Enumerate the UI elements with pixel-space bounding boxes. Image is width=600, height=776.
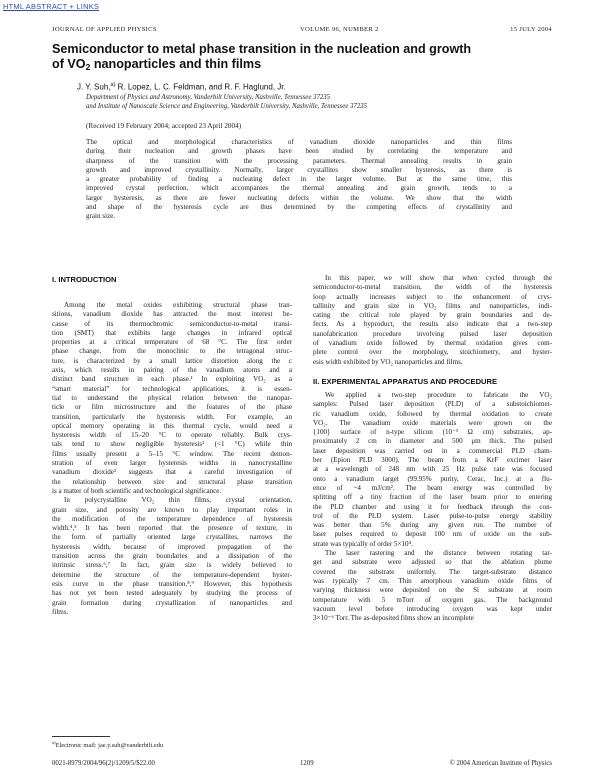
abstract-line: sharpness of the transition with the processing parameters. Thermal annealing results in grain <box>86 156 512 165</box>
paragraph-line: Among the metal oxides exhibiting structural phase tran- <box>64 301 292 309</box>
paragraph-line: intrinsic stress.⁶,⁷ In fact, grain size is widely believed to <box>52 561 292 570</box>
footnote-email[interactable]: Electronic mail: jae.y.suh@vanderbilt.edu <box>55 742 164 750</box>
paragraph-line: transition, particularly the hysteresis width. For example, an <box>52 412 292 421</box>
paragraph-line: covered the substrate uniformly. The target-substrate distance <box>313 567 552 576</box>
received-dates: (Received 19 February 2004; accepted 23 April 2004) <box>86 122 242 130</box>
paragraph-line: distinct band structure in each phase.¹ In exploiting VO₂ as a <box>52 375 292 384</box>
paragraph-line: the relationship between size and structural phase transition <box>52 477 292 486</box>
paragraph-line: ric vanadium oxide, followed by thermal oxidation to create <box>313 409 552 418</box>
paragraph-line: esis curve in the phase transition.⁸,⁹ However, this hypothesis <box>52 579 292 588</box>
paragraph-line: phase change, from the monoclinic to the tetragonal struc- <box>52 347 292 356</box>
abstract-line: larger hysteresis, as there are fewer nucleating defects within the volume. We show that the width <box>86 193 512 202</box>
paragraph-line: films usually present a 5–15 °C window. The recent demon- <box>52 449 292 458</box>
paragraph-line: strate was typically of order 5×10⁴. <box>313 539 413 548</box>
author-list: J. Y. Suh,$^{a)}$ R. Lopez, L. C. Feldman, and R. F. Haglund, Jr. <box>77 82 286 92</box>
paragraph-line: sitions, vanadium dioxide has attracted the most interest be- <box>52 310 292 319</box>
footnote: $^{a)}$Electronic mail: jae.y.suh@vanderbilt.edu <box>52 740 164 750</box>
right-column <box>313 274 552 623</box>
paragraph-line: is a matter of both scientific and technological significance. <box>52 486 222 495</box>
paragraph-line: was better than 5% during any given run. The number of <box>313 521 552 530</box>
affiliation <box>86 94 367 112</box>
paragraph-line: onto a vanadium target (99.95% purity, Cerac, Inc.) at a flu- <box>313 474 552 483</box>
paragraph-line: films. <box>52 607 69 616</box>
abstract-line: growth and improved crystallinity. Normally, larger crystallites show smaller hysteresis, as there is <box>86 165 512 174</box>
paragraph-line: loop actually increases subject to the enhancement of crys- <box>313 292 552 301</box>
paragraph-line: determine the structure of the temperature-dependent hyster- <box>52 570 292 579</box>
paragraph-line: We applied a two-step procedure to fabricate the VO₂ <box>325 390 552 399</box>
html-abstract-links[interactable]: HTML ABSTRACT + LINKS <box>3 2 100 11</box>
paragraph-line: optical memory operating in this thermal cycle, would need a <box>52 421 292 430</box>
paragraph-line: tallinity and grain size in VO₂ films and nanoparticles, indi- <box>313 301 552 310</box>
volume-number: VOLUME 96, NUMBER 2 <box>300 26 379 33</box>
affiliation-line: and Institute of Nanoscale Science and Engineering, Vanderbilt University, Nashville, Tennessee 37235 <box>86 102 368 110</box>
paragraph-line: width.⁴,⁵ It has been reported that the presence of texture, in <box>52 524 292 533</box>
paragraph-line: {100} surface of n-type silicon (10⁻³ Ω cm) substrates, ap- <box>313 428 552 437</box>
paragraph-line: the PLD chamber and using it for feedback through the con- <box>313 502 552 511</box>
paragraph-line: hysteresis width, because of improved propagation of the <box>52 542 292 551</box>
paragraph-line: varying thickness were deposited on the Si substrate at room <box>313 586 552 595</box>
experimental-text <box>313 391 552 623</box>
paragraph-line: stration of even larger hysteresis widths in nanocrystalline <box>52 459 292 468</box>
paragraph-line: laser deposition was carried out in a commercial PLD cham- <box>313 446 552 455</box>
abstract-line: grain size. <box>86 212 116 221</box>
article-title <box>52 42 562 75</box>
paragraph-line: get and substrate were adjusted so that the ablation plume <box>313 558 552 567</box>
left-column <box>52 274 292 617</box>
title-line-1: Semiconductor to metal phase transition in the nucleation and growth <box>52 42 472 56</box>
paragraph-line: ber (Epion PLD 3000). The beam from a KrF excimer laser <box>313 456 552 465</box>
paragraph-line: tals tend to show negligible hysteresis² (<1 °C) while thin <box>52 440 292 449</box>
paragraph-line: ticle or film microstructure and the features of the phase <box>52 403 292 412</box>
footnote-mark: a) <box>110 82 116 88</box>
abstract-line: during their nucleation and growth phases have been studied by correlating the temperature and <box>86 147 512 156</box>
paragraph-line: of vanadium oxide followed by thermal oxidation gives com- <box>313 339 552 348</box>
paragraph-line: cause of its thermochromic semiconductor-to-metal transi- <box>52 319 292 328</box>
paragraph-line: splitting off a tiny fraction of the laser beam prior to entering <box>313 493 552 502</box>
issue-date: 15 JULY 2004 <box>510 26 552 33</box>
paragraph-line: laser pulses required to deposit 100 nm of oxide on the sub- <box>313 530 552 539</box>
paragraph-line: tial to understand the physical relation between the nanopar- <box>52 393 292 402</box>
paragraph-line: In polycrystalline VO₂ thin films, crystal orientation, <box>64 496 292 505</box>
paragraph-line: grain formation during crystallization of nanoparticles and <box>52 598 292 607</box>
paragraph-line: samples: Pulsed laser deposition (PLD) of a substoichiomet- <box>313 400 552 409</box>
paragraph-line: the modification of the temperature dependence of hysteresis <box>52 514 292 523</box>
paragraph-line: nanofabrication procedure involving pulsed laser deposition <box>313 329 552 338</box>
copyright: © 2004 American Institute of Physics <box>449 760 552 767</box>
paragraph-line: ence of ~4 mJ/cm². The beam energy was controlled by <box>313 483 552 492</box>
page-number: 1209 <box>300 760 314 767</box>
paragraph-line: grain size, and porosity are known to play important roles in <box>52 505 292 514</box>
paragraph-line: “smart material” for technological applications, it is essen- <box>52 384 292 393</box>
abstract-line: improved crystal perfection, which accompanies the thermal annealing and grain growth, tends to a <box>86 184 512 193</box>
paragraph-line: axis, which results in pairing of the vanadium atoms and a <box>52 366 292 375</box>
paragraph-line: vacuum level before introducing oxygen was kept under <box>313 604 552 613</box>
paragraph-line: In this paper, we will show that when cycled through the <box>325 274 552 282</box>
paragraph-line: the form of partially oriented large crystallites, narrows the <box>52 533 292 542</box>
abstract-line: a greater probability of finding a nucleating defect in the larger volume. But at the same time, this <box>86 175 512 184</box>
paragraph-line: transition across the grain boundaries and a dissipation of the <box>52 552 292 561</box>
paragraph-line: trol of the PLD system. Laser pulse-to-pulse energy stability <box>313 511 552 520</box>
paragraph-line: hysteresis width of 15–20 °C to operate reliably. Bulk crys- <box>52 431 292 440</box>
paragraph-line: esis width exhibited by VO₂ nanoparticles and films. <box>313 357 463 366</box>
paragraph-line: The laser rastering and the distance between rotating tar- <box>325 549 552 558</box>
paragraph-line: plete control over the morphology, stoichiometry, and hyster- <box>313 348 552 357</box>
article-code: 0021-8979/2004/96(2)/1209/5/$22.00 <box>52 760 155 767</box>
abstract <box>86 138 512 222</box>
paragraph-line: VO₂. The vanadium oxide materials were grown on the <box>313 418 552 427</box>
section-heading-experimental: II. EXPERIMENTAL APPARATUS AND PROCEDURE <box>313 376 498 386</box>
paragraph-line: temperature with 5 mTorr of oxygen gas. The background <box>313 595 552 604</box>
abstract-line: The optical and morphological characteristics of vanadium dioxide nanoparticles and thin films <box>86 138 512 146</box>
paragraph-line: ture, is characterized by a small lattice distortion along the c <box>52 356 292 365</box>
section-heading-introduction: I. INTRODUCTION <box>52 275 117 284</box>
journal-name: JOURNAL OF APPLIED PHYSICS <box>52 26 157 33</box>
introduction-continued-text <box>313 274 552 367</box>
paragraph-line: cating the critical role played by grain boundaries and de- <box>313 311 552 320</box>
paragraph-line: semiconductor-to-metal transition, the width of the hysteresis <box>313 283 552 292</box>
paragraph-line: 3×10⁻⁶ Torr. The as-deposited films show an incomplete <box>313 614 474 623</box>
paragraph-line: was typically 7 cm. Thin amorphous vanadium oxide films of <box>313 576 552 585</box>
paragraph-line: proximately 2 cm in diameter and 500 μm thick. The pulsed <box>313 437 552 446</box>
abstract-line: and shape of the hysteresis cycle are thus determined by the competing effects of crystallinity and <box>86 203 512 212</box>
introduction-text <box>52 301 292 617</box>
paragraph-line: has not yet been tested adequately by studying the process of <box>52 589 292 598</box>
paragraph-line: properties at a critical temperature of 68 °C. The first order <box>52 338 292 347</box>
paragraph-line: vanadium dioxide³ suggests that a careful investigation of <box>52 468 292 477</box>
paragraph-line: tion (SMT) that exhibits large changes in infrared optical <box>52 328 292 337</box>
paragraph-line: fects. As a byproduct, the results also indicate that a two-step <box>313 320 552 329</box>
title-line-2: of $VO_2$ nanoparticles and thin films <box>52 57 262 72</box>
affiliation-line: Department of Physics and Astronomy, Vanderbilt University, Nashville, Tennessee 37235 <box>86 94 331 101</box>
footnote-divider <box>52 736 110 737</box>
paragraph-line: at a wavelength of 248 nm with 25 Hz pulse rate was focused <box>313 465 552 474</box>
